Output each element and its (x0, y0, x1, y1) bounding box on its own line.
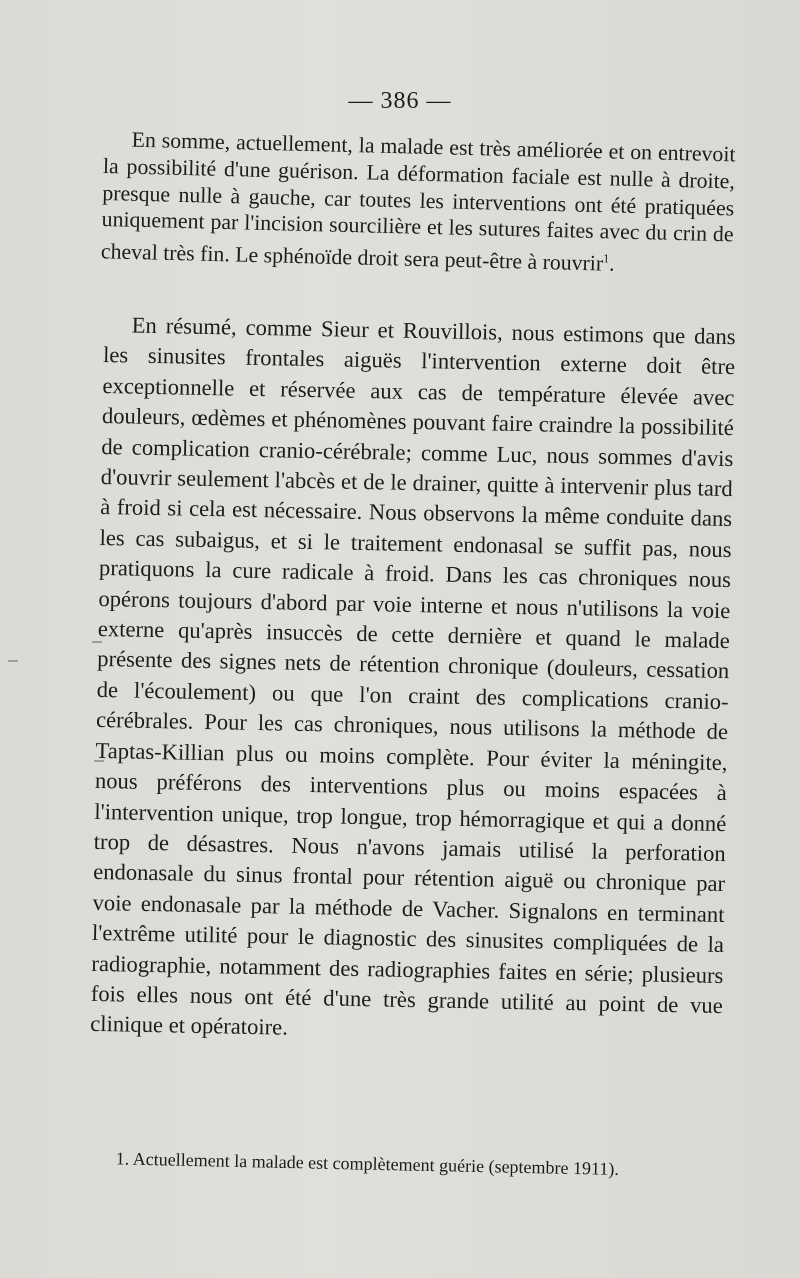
footnote (96, 1148, 736, 1181)
footnote-reference: 1 (603, 251, 610, 266)
footnote-number: 1. (115, 1148, 130, 1169)
margin-mark (94, 760, 104, 762)
margin-mark (92, 641, 102, 643)
paragraph-2: En résumé, comme Sieur et Rouvillois, nous estimons que dans les sinusites frontales aiguës l'intervention externe doit être exceptionnelle et réservée aux cas de température élevée avec douleurs, œdèmes et phénomènes pouvant faire craindre la possibilité de complication cranio-cérébrale; comme Luc, nous sommes d'avis d'ouvrir seulement l'abcès et de le drainer, quitte à intervenir plus tard à froid si cela est nécessaire. Nous observons la même conduite dans les cas subaigus, et si le traitement endonasal se suffit pas, nous pratiquons la cure radicale à froid. Dans les cas chroniques nous opérons toujours d'abord par voie interne et nous n'utilisons la voie externe qu'après insuccès de cette dernière et quand le malade présente des signes nets de rétention chronique (douleurs, cessation de l'écoulement) ou que l'on craint des complications cranio-cérébrales. Pour les cas chroniques, nous utilisons la méthode de Taptas-Killian plus ou moins complète. Pour éviter la méningite, nous préférons des interventions plus ou moins espacées à l'intervention unique, trop longue, trop hémorragique et qui a donné trop de désastres. Nous n'avons jamais utilisé la perforation endonasale du sinus frontal pour rétention aiguë ou chronique par voie endonasale par la méthode de Vacher. Signalons en terminant l'extrême utilité pour le diagnostic des sinusites compliquées de la radiographie, notamment des radiographies faites en série; plusieurs fois elles nous ont été d'une très grande utilité au point de vue clinique et opératoire. (90, 312, 736, 1041)
paragraph-1 (101, 126, 736, 281)
footnote-text: Actuellement la malade est complètement guérie (septembre 1911). (132, 1148, 620, 1179)
page-number: — 386 — (348, 88, 452, 114)
paragraph-1-text: En somme, actuellement, la malade est très améliorée et on entrevoit la possibilité d'une guérison. La déformation faciale est nulle à droite, presque nulle à gauche, car toutes les interventions ont été pratiquées uniquement par l'incision sourcilière et les sutures faites avec du crin de cheval très fin. Le sphénoïde droit sera peut-être à rouvrir (100, 127, 736, 276)
margin-mark (8, 660, 18, 662)
paragraph-1-end: . (608, 251, 615, 276)
